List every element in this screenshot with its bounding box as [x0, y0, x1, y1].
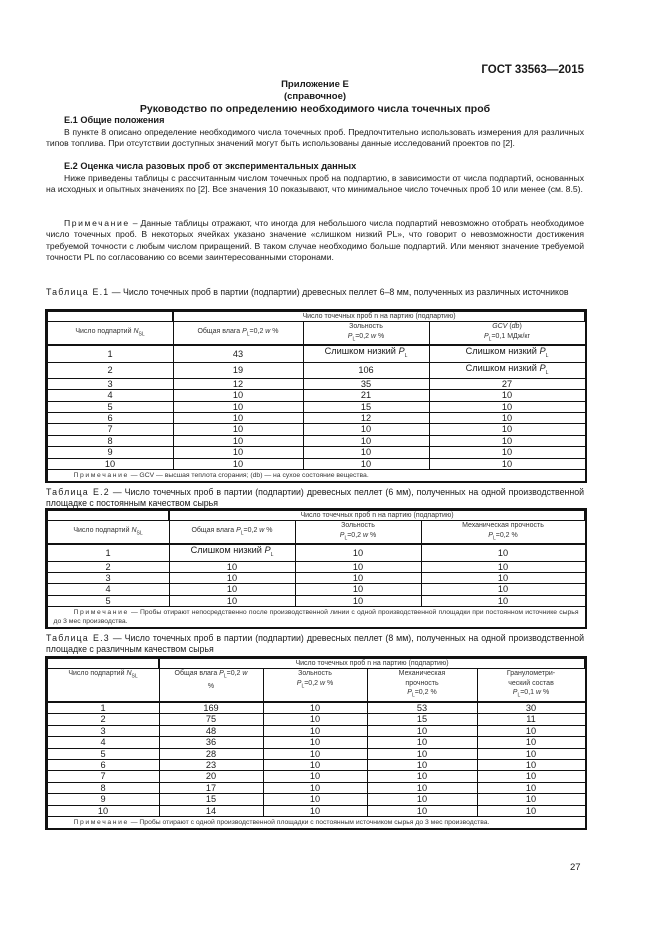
cell: 10	[303, 458, 429, 469]
cell: 10	[173, 447, 303, 458]
cell: 10	[421, 561, 585, 572]
cell: 17	[159, 782, 263, 793]
table-e2-caption	[46, 487, 584, 509]
table-e3	[46, 657, 586, 829]
cell: 10	[477, 782, 585, 793]
table-row	[47, 595, 585, 606]
cell: 10	[263, 782, 367, 793]
table-row	[47, 447, 585, 458]
table-row	[47, 714, 585, 725]
cell: 10	[367, 771, 477, 782]
cell: 6	[47, 760, 159, 771]
cell: 9	[47, 447, 173, 458]
cell: 10	[477, 771, 585, 782]
col-header-moisture: Общая влага $P_L=0,2$ w %	[169, 521, 295, 545]
cell: 8	[47, 435, 173, 446]
group-header: Число точечных проб n на партию (подпартию)	[159, 658, 585, 669]
table-e2-label: Таблица Е.2	[46, 487, 110, 497]
cell: 10	[429, 435, 585, 446]
col-header-moisture: Общая влага $P_L=0,2$ w %	[159, 669, 263, 703]
cell: 10	[367, 794, 477, 805]
cell: 10	[429, 458, 585, 469]
cell: Слишком низкий $P_L$	[169, 544, 295, 561]
section-heading-e1: Е.1 Общие положения	[64, 115, 165, 125]
cell: 15	[159, 794, 263, 805]
cell: 20	[159, 771, 263, 782]
cell: 106	[303, 362, 429, 378]
annex-type: (справочное)	[283, 91, 347, 102]
table-e2-note	[47, 607, 585, 628]
cell: 10	[263, 725, 367, 736]
col-header-subparts: Число подпартий $N_{SL}$	[47, 521, 169, 545]
cell: 10	[429, 447, 585, 458]
cell: 10	[421, 573, 585, 584]
table-e1-note	[47, 470, 585, 482]
col-header-durability: Механическая прочность $P_L=0,2$ %	[421, 521, 585, 545]
empty-cell	[47, 311, 173, 322]
table-row	[47, 345, 585, 362]
cell: 43	[173, 345, 303, 362]
cell: 10	[263, 737, 367, 748]
group-header: Число точечных проб n на партию (подпартию)	[173, 311, 585, 322]
table-row	[47, 794, 585, 805]
cell: 5	[47, 595, 169, 606]
cell: 15	[367, 714, 477, 725]
table-row	[47, 362, 585, 378]
cell: 10	[263, 714, 367, 725]
table-e1-title: — Число точечных проб в партии (подпартии) древесных пеллет 6–8 мм, полученных из различных источников	[109, 287, 569, 297]
cell: 10	[477, 805, 585, 816]
cell: 10	[367, 725, 477, 736]
section-text-e2	[46, 173, 584, 196]
cell: 10	[295, 584, 421, 595]
cell: 1	[47, 702, 159, 714]
cell: 10	[263, 794, 367, 805]
cell: 10	[173, 458, 303, 469]
note-text: — GCV — высшая теплота сгорания; (db) — на сухое состояние вещества.	[128, 472, 369, 480]
annex-title: Руководство по определению необходимого числа точечных проб	[139, 103, 491, 115]
cell: 4	[47, 584, 169, 595]
section-heading-e2: Е.2 Оценка числа разовых проб от экспериментальных данных	[64, 161, 357, 171]
cell: 10	[169, 573, 295, 584]
cell: 11	[477, 714, 585, 725]
col-header-particle-size: Гранулометри- ческий состав $P_L=0,1$ w %	[477, 669, 585, 703]
cell: 12	[173, 378, 303, 389]
cell: 10	[477, 748, 585, 759]
table-row	[47, 737, 585, 748]
cell: 12	[303, 413, 429, 424]
table-row	[47, 544, 585, 561]
section-text-e1	[46, 127, 584, 150]
cell: 10	[477, 794, 585, 805]
cell: 5	[47, 748, 159, 759]
table-row	[47, 702, 585, 714]
cell: 7	[47, 771, 159, 782]
table-row	[47, 805, 585, 816]
cell: 75	[159, 714, 263, 725]
empty-cell	[47, 510, 169, 521]
cell: 10	[421, 595, 585, 606]
cell: 10	[429, 390, 585, 401]
general-note	[46, 218, 584, 264]
cell: 10	[263, 771, 367, 782]
cell: 10	[263, 748, 367, 759]
cell: 10	[169, 595, 295, 606]
table-row	[47, 584, 585, 595]
standard-number: ГОСТ 33563—2015	[481, 64, 584, 76]
cell: Слишком низкий $P_L$	[429, 362, 585, 378]
cell: 48	[159, 725, 263, 736]
cell: 10	[367, 782, 477, 793]
cell: 53	[367, 702, 477, 714]
col-header-durability: Механическая прочность $P_L=0,2$ %	[367, 669, 477, 703]
cell: 10	[429, 413, 585, 424]
cell: 10	[173, 413, 303, 424]
cell: 23	[159, 760, 263, 771]
note-label: Примечание	[73, 609, 129, 617]
note-label: Примечание	[73, 472, 129, 480]
table-row	[47, 458, 585, 469]
cell: 10	[367, 748, 477, 759]
cell: 10	[367, 760, 477, 771]
cell: 3	[47, 573, 169, 584]
table-row	[47, 413, 585, 424]
cell: 15	[303, 401, 429, 412]
note-label: Примечание	[73, 819, 129, 827]
table-row	[47, 401, 585, 412]
cell: 5	[47, 401, 173, 412]
col-header-ash: Зольность $P_L=0,2$ w %	[263, 669, 367, 703]
section-e2-body: Ниже приведены таблицы с рассчитанным числом точечных проб на подпартию, в зависимости от числа подпартий, основанных на исходных и опытных значениях по [2]. Все значения 10 показывают, что минимальное число точечных проб 10 или менее (см. 8.5).	[46, 173, 584, 195]
cell: 1	[47, 345, 173, 362]
cell: 7	[47, 424, 173, 435]
cell: Слишком низкий $P_L$	[303, 345, 429, 362]
section-e1-body: В пункте 8 описано определение необходимого числа точечных проб. Предпочтительно использовать измерения для различных типов топлива. При отсутствии доступных значений могут быть использованы данные исследований проектов по [2].	[46, 127, 584, 149]
cell: 10	[477, 725, 585, 736]
cell: 8	[47, 782, 159, 793]
table-row	[47, 782, 585, 793]
cell: 10	[263, 702, 367, 714]
table-row	[47, 561, 585, 572]
cell: Слишком низкий $P_L$	[429, 345, 585, 362]
table-row	[47, 424, 585, 435]
table-e3-title: — Число точечных проб в партии (подпартии) древесных пеллет (8 мм), полученных на одной производственной площадке с различным качеством сырья	[46, 633, 584, 654]
cell: 10	[169, 561, 295, 572]
cell: 10	[173, 424, 303, 435]
cell: 4	[47, 390, 173, 401]
col-header-ash: Зольность $P_L=0,2$ w %	[303, 322, 429, 346]
empty-cell	[47, 658, 159, 669]
col-header-moisture: Общая влага $P_L=0,2$ w %	[173, 322, 303, 346]
cell: 10	[47, 458, 173, 469]
table-row	[47, 573, 585, 584]
cell: 10	[477, 737, 585, 748]
cell: 1	[47, 544, 169, 561]
cell: 169	[159, 702, 263, 714]
table-row	[47, 748, 585, 759]
note-text: — Пробы отирают с одной производственной площадки с постоянным источником сырья до 3 мес производства.	[128, 819, 490, 827]
table-row	[47, 725, 585, 736]
cell: 3	[47, 725, 159, 736]
cell: 30	[477, 702, 585, 714]
cell: 10	[173, 401, 303, 412]
table-row	[47, 771, 585, 782]
table-e1	[46, 310, 586, 482]
col-header-gcv: GCV (db) $P_L=0,1$ МДж/кг	[429, 322, 585, 346]
cell: 10	[367, 805, 477, 816]
note-text: – Данные таблицы отражают, что иногда для небольшого числа подпартий невозможно отобрать необходимое число точечных проб. В некоторых ячейках указано значение «слишком низкий PL», что говорит о невозможности достижения требуемой точности с любым числом приращений. В таком случае необходимо больше подпартий. Или меняют значение требуемой точности PL по согласованию со всеми заинтересованными сторонами.	[46, 218, 584, 263]
cell: 10	[303, 447, 429, 458]
table-row	[47, 378, 585, 389]
cell: 10	[421, 544, 585, 561]
cell: 10	[295, 544, 421, 561]
annex-label: Приложение Е	[281, 79, 349, 90]
cell: 14	[159, 805, 263, 816]
table-row	[47, 760, 585, 771]
page-number: 27	[570, 862, 581, 873]
cell: 2	[47, 561, 169, 572]
cell: 19	[173, 362, 303, 378]
cell: 10	[173, 390, 303, 401]
cell: 10	[263, 805, 367, 816]
col-header-subparts: Число подпартий $N_{SL}$	[47, 322, 173, 346]
cell: 21	[303, 390, 429, 401]
note-text: — Пробы отирают непосредственно после производственной линии с одной производственной площадки при постоянном источнике сырья до 3 мес производства.	[53, 609, 579, 626]
cell: 10	[477, 760, 585, 771]
table-e2	[46, 509, 586, 628]
cell: 10	[295, 595, 421, 606]
cell: 10	[367, 737, 477, 748]
cell: 10	[295, 573, 421, 584]
cell: 10	[169, 584, 295, 595]
table-e2-title: — Число точечных проб в партии (подпартии) древесных пеллет (6 мм), полученных на одной производственной площадке с постоянным качеством сырья	[46, 487, 584, 508]
table-row	[47, 435, 585, 446]
cell: 2	[47, 362, 173, 378]
cell: 10	[263, 760, 367, 771]
cell: 28	[159, 748, 263, 759]
cell: 10	[421, 584, 585, 595]
cell: 10	[173, 435, 303, 446]
table-e3-caption	[46, 633, 584, 655]
cell: 36	[159, 737, 263, 748]
cell: 10	[429, 401, 585, 412]
note-label: Примечание	[64, 218, 130, 228]
cell: 2	[47, 714, 159, 725]
table-e1-caption	[46, 287, 584, 298]
cell: 35	[303, 378, 429, 389]
cell: 10	[295, 561, 421, 572]
cell: 27	[429, 378, 585, 389]
col-header-ash: Зольность $P_L=0,2$ w %	[295, 521, 421, 545]
cell: 10	[47, 805, 159, 816]
table-e1-label: Таблица Е.1	[46, 287, 110, 297]
table-e3-label: Таблица Е.3	[46, 633, 110, 643]
table-e3-note	[47, 817, 585, 829]
cell: 10	[429, 424, 585, 435]
col-header-subparts: Число подпартий $N_{SL}$	[47, 669, 159, 703]
cell: 6	[47, 413, 173, 424]
cell: 10	[303, 424, 429, 435]
table-row	[47, 390, 585, 401]
cell: 9	[47, 794, 159, 805]
cell: 4	[47, 737, 159, 748]
cell: 3	[47, 378, 173, 389]
group-header: Число точечных проб n на партию (подпартию)	[169, 510, 585, 521]
cell: 10	[303, 435, 429, 446]
